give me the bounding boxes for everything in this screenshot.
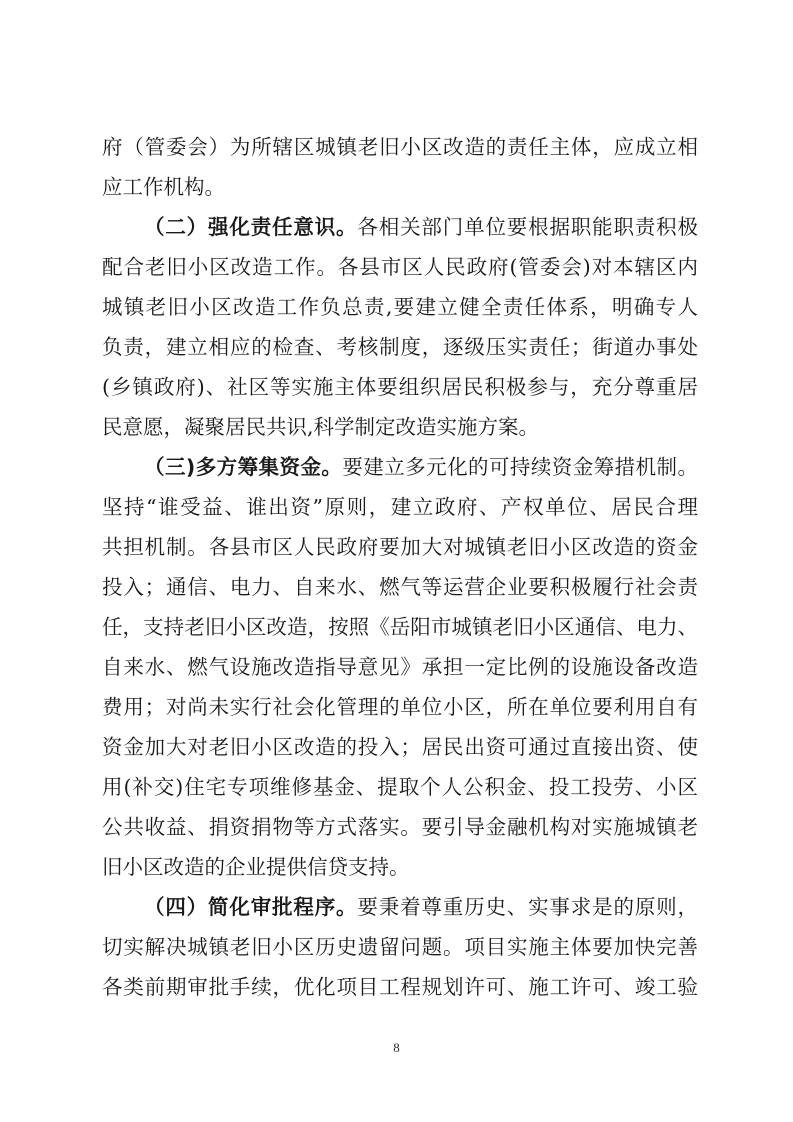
line-text: 要建立多元化的可持续资金筹措机制。 — [342, 455, 698, 479]
text-line — [102, 967, 698, 1007]
line-text: 应工作机构。 — [102, 175, 225, 199]
text-line — [102, 567, 698, 607]
line-text: 用(补交)住宅专项维修基金、提取个人公积金、投工投劳、小区 — [102, 775, 698, 799]
section-heading: （二）强化责任意识。 — [144, 215, 358, 239]
line-text: (乡镇政府)、社区等实施主体要组织居民积极参与，充分尊重居 — [102, 375, 698, 399]
text-line — [102, 647, 698, 687]
line-text: 府（管委会）为所辖区城镇老旧小区改造的责任主体，应成立相 — [102, 135, 698, 159]
line-text: 公共收益、捐资捐物等方式落实。要引导金融机构对实施城镇老 — [102, 815, 698, 839]
text-line — [102, 407, 698, 447]
line-text: 任，支持老旧小区改造，按照《岳阳市城镇老旧小区通信、电力、 — [102, 615, 698, 639]
text-line — [102, 527, 698, 567]
text-line — [102, 687, 698, 727]
page-number: 8 — [393, 1040, 400, 1055]
line-text: 共担机制。各县市区人民政府要加大对城镇老旧小区改造的资金 — [102, 535, 698, 559]
text-line — [102, 447, 698, 487]
text-line — [102, 727, 698, 767]
line-text: 民意愿，凝聚居民共识,科学制定改造实施方案。 — [102, 415, 540, 439]
line-text: 投入；通信、电力、自来水、燃气等运营企业要积极履行社会责 — [102, 575, 698, 599]
text-line — [102, 767, 698, 807]
text-line — [102, 887, 698, 927]
text-line — [102, 127, 698, 167]
line-text: 各类前期审批手续，优化项目工程规划许可、施工许可、竣工验 — [102, 975, 698, 999]
document-body — [102, 127, 698, 1007]
line-text: 城镇老旧小区改造工作负总责,要建立健全责任体系，明确专人 — [102, 295, 698, 319]
line-text: 资金加大对老旧小区改造的投入；居民出资可通过直接出资、使 — [102, 735, 698, 759]
text-line — [102, 207, 698, 247]
text-line — [102, 247, 698, 287]
text-line — [102, 167, 698, 207]
section-heading: （四）简化审批程序。 — [144, 895, 358, 919]
line-text: 费用；对尚未实行社会化管理的单位小区，所在单位要利用自有 — [102, 695, 698, 719]
section-heading: （三)多方筹集资金。 — [144, 455, 343, 479]
text-line — [102, 927, 698, 967]
paragraph — [102, 447, 698, 887]
text-line — [102, 807, 698, 847]
line-text: 坚持“谁受益、谁出资”原则，建立政府、产权单位、居民合理 — [102, 495, 698, 519]
text-line — [102, 367, 698, 407]
paragraph — [102, 887, 698, 1007]
line-text: 切实解决城镇老旧小区历史遗留问题。项目实施主体要加快完善 — [102, 935, 698, 959]
line-text: 要秉着尊重历史、实事求是的原则， — [357, 895, 698, 919]
line-text: 各相关部门单位要根据职能职责积极 — [357, 215, 698, 239]
line-text: 自来水、燃气设施改造指导意见》承担一定比例的设施设备改造 — [102, 655, 698, 679]
text-line — [102, 287, 698, 327]
text-line — [102, 327, 698, 367]
paragraph — [102, 127, 698, 207]
line-text: 配合老旧小区改造工作。各县市区人民政府(管委会)对本辖区内 — [102, 255, 698, 279]
text-line — [102, 487, 698, 527]
paragraph — [102, 207, 698, 447]
text-line — [102, 847, 698, 887]
line-text: 旧小区改造的企业提供信贷支持。 — [102, 855, 410, 879]
text-line — [102, 607, 698, 647]
line-text: 负责，建立相应的检查、考核制度，逐级压实责任；街道办事处 — [102, 335, 698, 359]
